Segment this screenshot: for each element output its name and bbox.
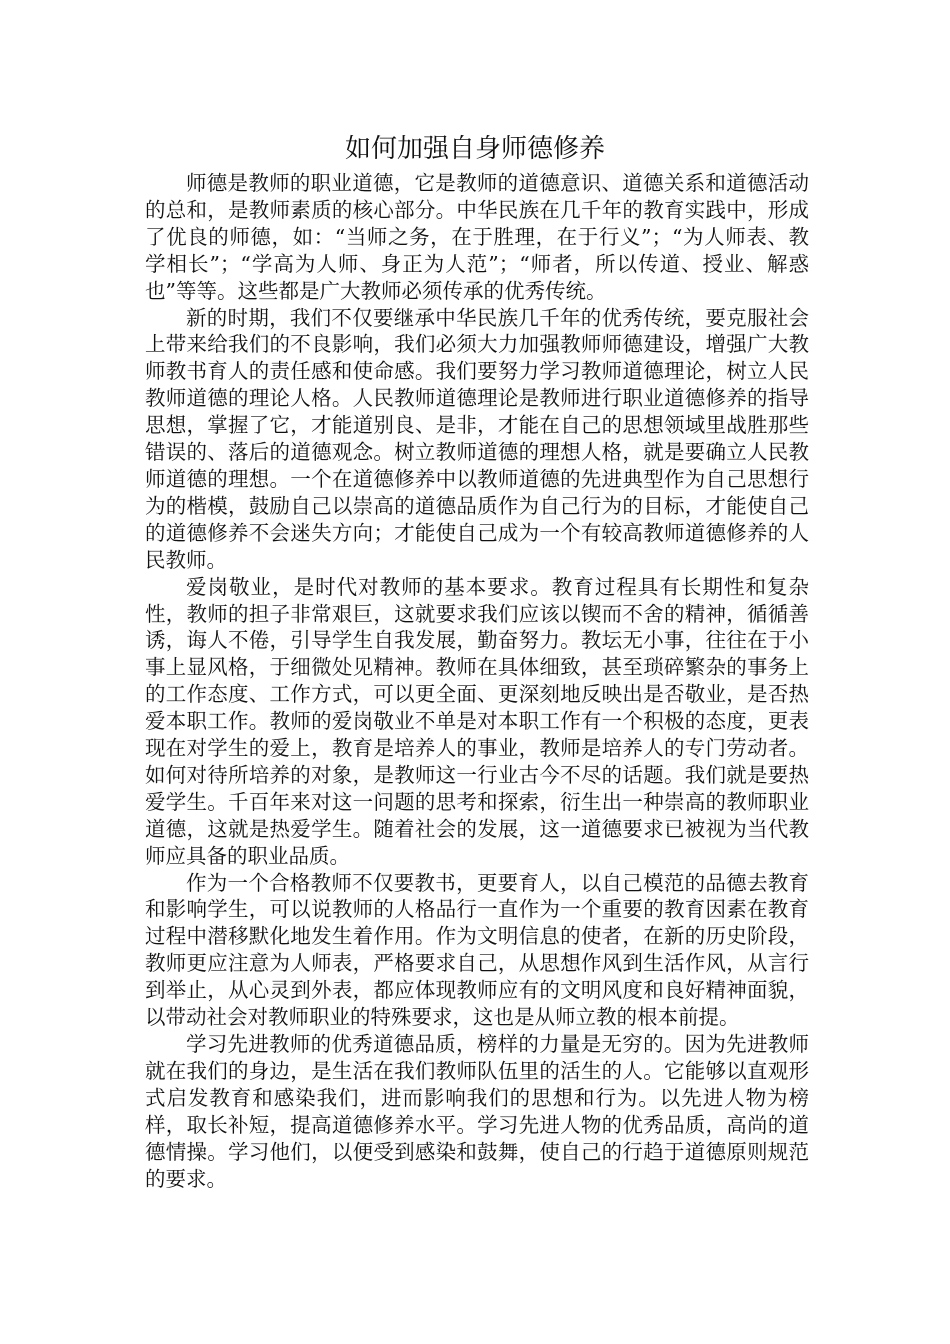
paragraph-1: 师德是教师的职业道德，它是教师的道德意识、道德关系和道德活动的总和，是教师素质的核心部分。中华民族在几千年的教育实践中，形成了优良的师德，如：“当师之务，在于胜理，在于行义”；“为人师表、教学相长”；“学高为人师、身正为人范”；“师者，所以传道、授业、解惑也”等等。这些都是广大教师必须传承的优秀传统。 bbox=[145, 171, 809, 303]
paragraph-5: 学习先进教师的优秀道德品质，榜样的力量是无穷的。因为先进教师就在我们的身边，是生活在我们教师队伍里的活生的人。它能够以直观形式启发教育和感染我们，进而影响我们的思想和行为。以先进人物为榜样，取长补短，提高道德修养水平。学习先进人物的优秀品质，高尚的道德情操。学习他们，以便受到感染和鼓舞，使自己的行趋于道德原则规范的要求。 bbox=[145, 1032, 809, 1191]
document-body bbox=[145, 170, 809, 1192]
paragraph-3: 爱岗敬业，是时代对教师的基本要求。教育过程具有长期性和复杂性，教师的担子非常艰巨，这就要求我们应该以锲而不舍的精神，循循善诱，诲人不倦，引导学生自我发展，勤奋努力。教坛无小事，往往在于小事上显风格，于细微处见精神。教师在具体细致，甚至琐碎繁杂的事务上的工作态度、工作方式，可以更全面、更深刻地反映出是否敬业，是否热爱本职工作。教师的爱岗敬业不单是对本职工作有一个积极的态度，更表现在对学生的爱上，教育是培养人的事业，教师是培养人的专门劳动者。如何对待所培养的对象，是教师这一行业古今不尽的话题。我们就是要热爱学生。千百年来对这一问题的思考和探索，衍生出一种崇高的教师职业道德，这就是热爱学生。随着社会的发展，这一道德要求已被视为当代教师应具备的职业品质。 bbox=[145, 574, 809, 868]
paragraph-2: 新的时期，我们不仅要继承中华民族几千年的优秀传统，要克服社会上带来给我们的不良影响，我们必须大力加强教师师德建设，增强广大教师教书育人的责任感和使命感。我们要努力学习教师道德理论，树立人民教师道德的理论人格。人民教师道德理论是教师进行职业道德修养的指导思想，掌握了它，才能道别良、是非，才能在自己的思想领域里战胜那些错误的、落后的道德观念。树立教师道德的理想人格，就是要确立人民教师道德的理想。一个在道德修养中以教师道德的先进典型作为自己思想行为的楷模，鼓励自己以崇高的道德品质作为自己行为的目标，才能使自己的道德修养不会迷失方向；才能使自己成为一个有较高教师道德修养的人民教师。 bbox=[145, 305, 809, 572]
document-title: 如何加强自身师德修养 bbox=[344, 134, 605, 164]
paragraph-4: 作为一个合格教师不仅要教书，更要育人，以自己模范的品德去教育和影响学生，可以说教师的人格品行一直作为一个重要的教育因素在教育过程中潜移默化地发生着作用。作为文明信息的使者，在新的历史阶段，教师更应注意为人师表，严格要求自己，从思想作风到生活作风，从言行到举止，从心灵到外表，都应体现教师应有的文明风度和良好精神面貌，以带动社会对教师职业的特殊要求，这也是从师立教的根本前提。 bbox=[145, 870, 809, 1030]
